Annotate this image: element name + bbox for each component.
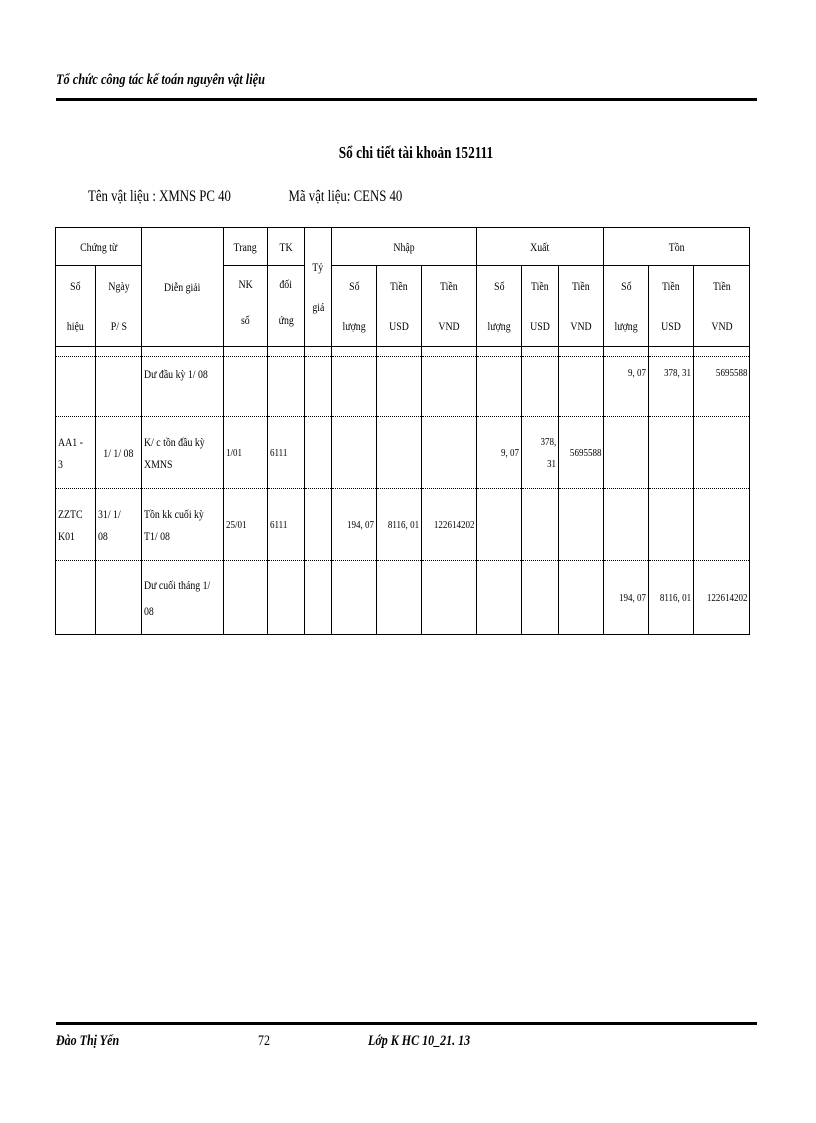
col-xuat-usd: Tiền USD [522, 266, 559, 347]
col-dien-giai: Diễn giải [142, 228, 224, 347]
footer-rule [56, 1022, 757, 1025]
document-title-text: Sổ chi tiết tài khoản 152111 [338, 143, 494, 162]
cell-xuat-vnd [559, 489, 604, 561]
cell-ton-vnd: 5695588 [694, 357, 750, 417]
col-nhap: Nhập [332, 228, 477, 266]
cell-ton-sl [604, 489, 649, 561]
cell-xuat-sl: 9, 07 [477, 417, 522, 489]
col-nhap-sl: Số lượng [332, 266, 377, 347]
cell-nhap-usd [377, 561, 422, 635]
page-header-title: Tổ chức công tác kế toán nguyên vật liệu [56, 72, 265, 88]
material-code: Mã vật liệu: CENS 40 [288, 188, 403, 205]
document-title [0, 143, 816, 163]
col-so-hieu: Số hiệu [56, 266, 96, 347]
table-row [56, 357, 750, 417]
cell-ton-sl: 9, 07 [604, 357, 649, 417]
cell-ngay: 31/ 1/ 08 [96, 489, 142, 561]
cell-so-hieu: AA1 - 3 [56, 417, 96, 489]
header-rule [56, 98, 757, 101]
cell-xuat-usd [522, 489, 559, 561]
cell-so-hieu: ZZTC K01 [56, 489, 96, 561]
col-nhap-usd: Tiền USD [377, 266, 422, 347]
col-ton: Tồn [604, 228, 750, 266]
cell-ton-usd: 378, 31 [649, 357, 694, 417]
col-tk-doi-ung: đối ứng [268, 266, 305, 347]
cell-xuat-vnd [559, 357, 604, 417]
cell-ton-sl: 194, 07 [604, 561, 649, 635]
cell-trang [224, 357, 268, 417]
cell-tk: 6111 [268, 417, 305, 489]
cell-ty-gia [305, 417, 332, 489]
table-row [56, 489, 750, 561]
cell-xuat-usd [522, 357, 559, 417]
cell-nhap-usd [377, 357, 422, 417]
cell-ty-gia [305, 561, 332, 635]
material-info [88, 188, 402, 206]
table-row [56, 561, 750, 635]
cell-nhap-sl [332, 357, 377, 417]
table-row [56, 417, 750, 489]
cell-trang: 25/01 [224, 489, 268, 561]
cell-xuat-sl [477, 561, 522, 635]
cell-trang: 1/01 [224, 417, 268, 489]
cell-ton-sl [604, 417, 649, 489]
cell-ty-gia [305, 489, 332, 561]
cell-dien-giai: Dư đầu kỳ 1/ 08 [142, 357, 224, 417]
col-tk: TK [268, 228, 305, 266]
col-xuat-vnd: Tiền VND [559, 266, 604, 347]
header-row-1 [56, 228, 750, 266]
footer-author: Đào Thị Yến [56, 1033, 120, 1049]
cell-xuat-sl [477, 357, 522, 417]
cell-ty-gia [305, 357, 332, 417]
col-chung-tu: Chứng từ [56, 228, 142, 266]
col-xuat: Xuất [477, 228, 604, 266]
cell-xuat-vnd: 5695588 [559, 417, 604, 489]
header-spacer [56, 347, 750, 357]
cell-ngay [96, 357, 142, 417]
col-ton-usd: Tiền USD [649, 266, 694, 347]
footer-page-number: 72 [258, 1033, 270, 1049]
footer-class-name: Lớp K HC 10_21. 13 [368, 1033, 471, 1049]
cell-nhap-sl: 194, 07 [332, 489, 377, 561]
cell-nhap-sl [332, 417, 377, 489]
cell-xuat-usd [522, 561, 559, 635]
cell-nhap-sl [332, 561, 377, 635]
cell-nhap-vnd [422, 357, 477, 417]
cell-tk: 6111 [268, 489, 305, 561]
cell-nhap-usd: 8116, 01 [377, 489, 422, 561]
cell-ton-vnd [694, 417, 750, 489]
col-trang-nk: NK số [224, 266, 268, 347]
cell-so-hieu [56, 561, 96, 635]
cell-nhap-vnd [422, 417, 477, 489]
cell-nhap-usd [377, 417, 422, 489]
col-ton-sl: Số lượng [604, 266, 649, 347]
cell-ton-vnd [694, 489, 750, 561]
cell-ton-usd [649, 489, 694, 561]
cell-ton-usd: 8116, 01 [649, 561, 694, 635]
col-trang: Trang [224, 228, 268, 266]
col-ty-gia: Tỷ giá [305, 228, 332, 347]
cell-ngay: 1/ 1/ 08 [96, 417, 142, 489]
col-ton-vnd: Tiền VND [694, 266, 750, 347]
cell-xuat-usd: 378, 31 [522, 417, 559, 489]
col-nhap-vnd: Tiền VND [422, 266, 477, 347]
cell-ton-usd [649, 417, 694, 489]
cell-nhap-vnd [422, 561, 477, 635]
material-name: Tên vật liệu : XMNS PC 40 [88, 188, 231, 205]
cell-so-hieu [56, 357, 96, 417]
cell-ton-vnd: 122614202 [694, 561, 750, 635]
cell-xuat-sl [477, 489, 522, 561]
col-ngay-ps: Ngày P/ S [96, 266, 142, 347]
cell-tk [268, 561, 305, 635]
cell-xuat-vnd [559, 561, 604, 635]
cell-trang [224, 561, 268, 635]
cell-dien-giai: Tồn kk cuối kỳ T1/ 08 [142, 489, 224, 561]
cell-ngay [96, 561, 142, 635]
cell-dien-giai: Dư cuối tháng 1/ 08 [142, 561, 224, 635]
col-xuat-sl: Số lượng [477, 266, 522, 347]
cell-tk [268, 357, 305, 417]
cell-dien-giai: K/ c tồn đầu kỳ XMNS [142, 417, 224, 489]
ledger-table [55, 227, 750, 635]
cell-nhap-vnd: 122614202 [422, 489, 477, 561]
